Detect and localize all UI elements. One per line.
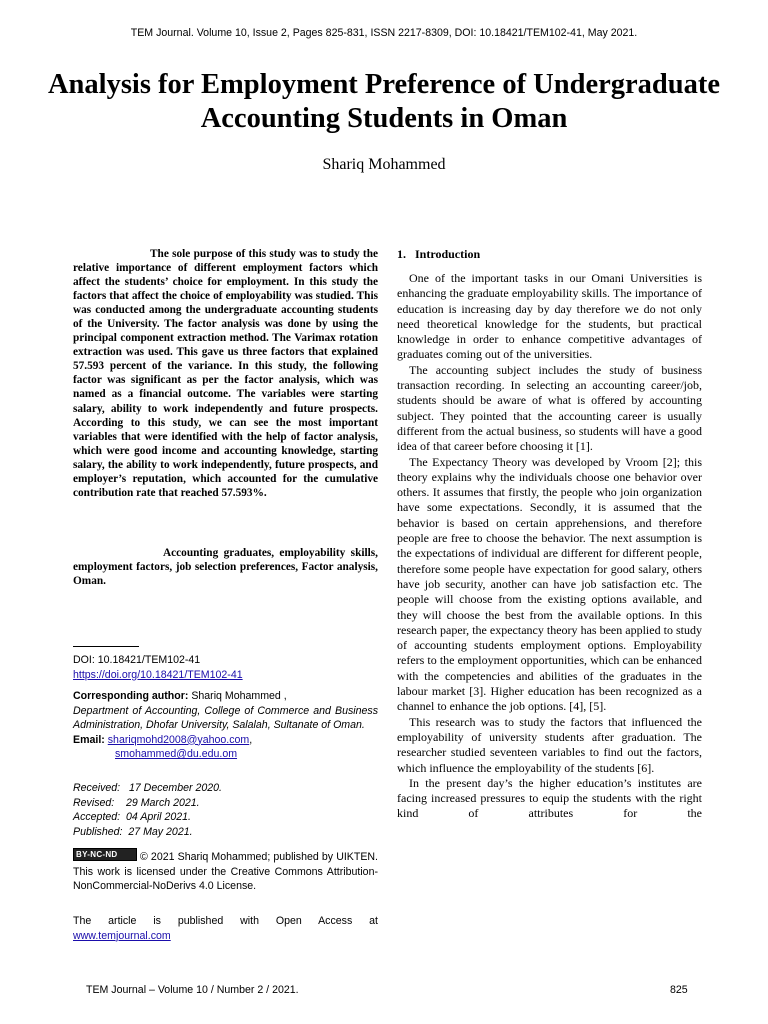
intro-paragraph: This research was to study the factors that influenced the employability of university students after graduation. The researcher studied seventeen variables to find out the factors, which influence the employability of the students [6]. [397, 714, 702, 775]
intro-paragraph: In the present day’s the higher education’s institutes are facing increased pressures to equip the students with the right kind of attributes for the [397, 775, 702, 821]
journal-link[interactable]: www.temjournal.com [73, 929, 171, 942]
doi-text: DOI: 10.18421/TEM102-41 [73, 654, 201, 666]
license-block [73, 848, 378, 894]
email-link-1[interactable]: shariqmohd2008@yahoo.com [107, 733, 250, 746]
intro-paragraph: One of the important tasks in our Omani Universities is enhancing the graduate employability skills. The importance of education is increasing day by day therefore we do not only need theoretical knowledge for the students, but practical knowledge in order to enhance competitive advantages of graduates coming out of the universities. [397, 271, 702, 362]
corresponding-label: Corresponding author: [73, 690, 189, 702]
page-number: 825 [670, 984, 688, 996]
received-date: Received: 17 December 2020. [73, 782, 222, 794]
email-separator: , [249, 733, 253, 746]
doi-link[interactable]: https://doi.org/10.18421/TEM102-41 [73, 668, 243, 681]
dates-block [73, 781, 378, 839]
abstract [73, 247, 378, 500]
author-name: Shariq Mohammed [322, 156, 446, 173]
open-access-text: The article is published with Open Access at [73, 915, 378, 927]
keywords-text: Accounting graduates, employability skills, employment factors, job selection preferences, Factor analysis, Oman. [73, 547, 378, 588]
corresponding-block [73, 689, 378, 762]
footer-journal: TEM Journal – Volume 10 / Number 2 / 2021. [86, 984, 299, 996]
affiliation: Department of Accounting, College of Commerce and Business Administration, Dhofar University, Salalah, Sultanate of Oman. [73, 704, 378, 731]
email-link-2[interactable]: smohammed@du.edu.om [115, 748, 238, 760]
abstract-text: The sole purpose of this study was to study the relative importance of different employment factors which affect the students’ choice for employment. In this study the factors that affect the choice of employability was studied. This was conducted among the undergraduate accounting students of the University. The factor analysis was done by using the principal component extraction method. The Varimax rotation extraction was used. This gave us three factors that explained 57.593 percent of the variance. In this study, the following factor was significant as per the factor analysis, which was named as a financial outcome. The variables were starting salary, ability to work independently and future prospects. According to this study, we can see the most important variables that were identified with the help of factor analysis, which were good income and accounting knowledge, starting salary, the ability to work independently, future prospects, and employer’s reputation, which accounted for the cumulative contribution rate that reached 57.593%. [73, 248, 378, 499]
open-access-block [73, 914, 378, 943]
email-label: Email: [73, 733, 105, 746]
accepted-date: Accepted: 04 April 2021. [73, 811, 191, 823]
published-date: Published: 27 May 2021. [73, 825, 193, 838]
revised-date: Revised: 29 March 2021. [73, 796, 200, 809]
footnote-rule [73, 646, 139, 647]
keywords [73, 546, 378, 588]
intro-paragraph: The Expectancy Theory was developed by Vroom [2]; this theory explains why the individuals choose one behavior over others. It assumes that firstly, the people who join organization have some expectations. Secondly, it is assumed that the behavior is based on certain apprehensions, and therefore people are free to choose the behavior. The next assumption is the expectations of individual are different for different people, therefore some people have expectation for good salary, others have job security, another can have job satisfaction etc. The people will choose from the existing options available, and they will choose the best from the available options. In this research paper, the expectancy theory has been applied to study of accounting students employment options. Employability refers to the employment opportunities, which can be enhanced with the competencies and abilities of the graduates in the labour market [3]. Higher education has been recognized as a channel to enhance the job options. [4], [5]. [397, 454, 702, 714]
corresponding-name: Shariq Mohammed , [191, 690, 287, 702]
paper-title: Analysis for Employment Preference of Undergraduate Accounting Students in Oman [47, 69, 721, 134]
running-head: TEM Journal. Volume 10, Issue 2, Pages 825-831, ISSN 2217-8309, DOI: 10.18421/TEM102-41, May 2021. [130, 27, 638, 39]
license-text: © 2021 Shariq Mohammed; published by UIKTEN. This work is licensed under the Creative Commons Attribution-NonCommercial-NoDerivs 4.0 License. [73, 851, 378, 892]
section-heading-introduction: 1. Introduction [397, 247, 481, 261]
doi-block [73, 653, 378, 682]
introduction-body [397, 271, 702, 822]
intro-paragraph: The accounting subject includes the study of business transaction recording. In selecting an accounting career/job, students should be aware of what is offered by accounting subject. They pointed that the accounting career is usually different from the actual business, so students will have a good idea of that career before choosing it [1]. [397, 362, 702, 454]
cc-license-badge-text: BY-NC-ND [76, 850, 118, 859]
cc-license-icon[interactable] [73, 848, 137, 861]
